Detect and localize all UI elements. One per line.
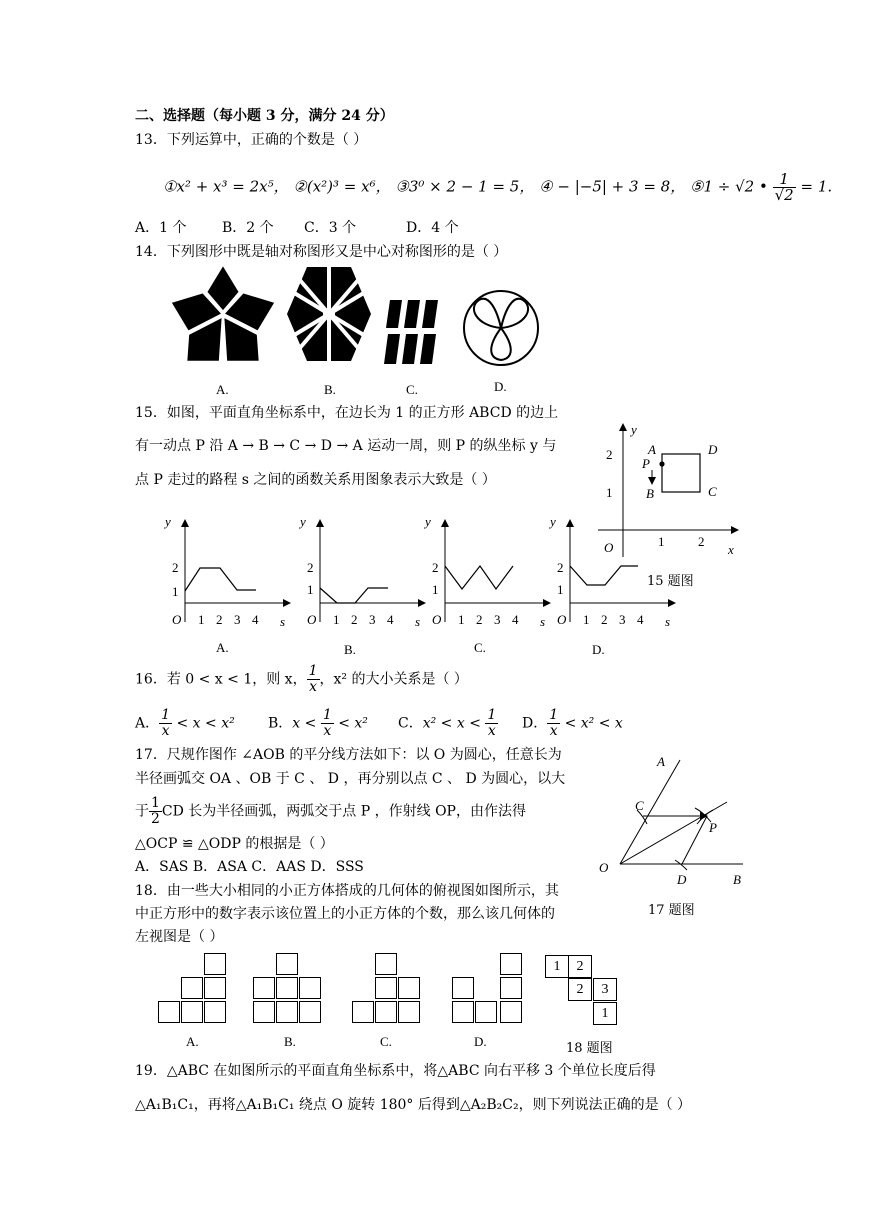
- q18-label-b: B.: [284, 1034, 296, 1049]
- q15-line-2: 有一动点 P 沿 A → B → C → D → A 运动一周，则 P 的纵坐标 y 与: [135, 438, 557, 454]
- cube-face: [276, 1001, 298, 1023]
- q14-shape-b: [285, 265, 373, 363]
- graph-tick-x2: 2: [601, 612, 608, 627]
- graph-tick-x1: 1: [198, 612, 205, 627]
- q15-graph-c: [420, 512, 560, 632]
- frac-numerator: 1: [773, 172, 796, 188]
- q17-line-1: 17．尺规作图作 ∠AOB 的平分线方法如下：以 O 为圆心，任意长为: [135, 747, 562, 763]
- cube-face: [500, 953, 522, 975]
- graph-axis-y: y: [550, 514, 556, 529]
- option-fraction: [321, 708, 334, 739]
- q13-item-5: ⑤1 ÷ √2 •: [690, 177, 773, 196]
- q17-figure: [595, 752, 755, 892]
- q17-point-a: A: [657, 754, 665, 769]
- option-label: D．: [522, 715, 548, 732]
- cube-face: [375, 977, 397, 999]
- q15-fig-axis-y: y: [631, 422, 637, 437]
- graph-origin: O: [432, 612, 442, 627]
- option-label: B．: [268, 715, 293, 732]
- q15-fig-point-a: A: [648, 442, 656, 457]
- q17-line-4: △OCP ≌ △ODP 的根据是（ ）: [135, 836, 334, 852]
- graph-tick-x2: 2: [476, 612, 483, 627]
- top-view-cell: 1: [593, 1002, 617, 1025]
- q19-line-1: 19．△ABC 在如图所示的平面直角坐标系中，将△ABC 向右平移 3 个单位长度后得: [135, 1063, 656, 1079]
- q14-shape-d: [457, 288, 545, 368]
- option-text: < x² < x: [560, 715, 623, 732]
- q18-line-3: 左视图是（ ）: [135, 929, 224, 945]
- frac-numerator: 1: [151, 795, 160, 811]
- q18-line-2: 中正方形中的数字表示该位置上的小正方体的个数，那么该几何体的: [135, 906, 555, 922]
- option-fraction: [547, 708, 560, 739]
- q15-fig-point-d: D: [708, 442, 718, 457]
- graph-tick-x4: 4: [252, 612, 259, 627]
- q17-line-2: 半径画弧交 OA 、OB 于 C 、 D ，再分别以点 C 、 D 为圆心，以大: [135, 771, 566, 787]
- frac-numerator: 1: [322, 707, 332, 723]
- q13-item-5-tail: = 1.: [800, 177, 833, 196]
- q17-fig-caption: 17 题图: [648, 903, 695, 918]
- graph-tick-x4: 4: [637, 612, 644, 627]
- graph-tick-x1: 1: [583, 612, 590, 627]
- graph-axis-y: y: [165, 514, 171, 529]
- q14-stem: 14．下列图形中既是轴对称图形又是中心对称图形的是（ ）: [135, 244, 508, 260]
- graph-origin: O: [307, 612, 317, 627]
- q18-line-1: 18．由一些大小相同的小正方体搭成的几何体的俯视图如图所示，其: [135, 883, 559, 899]
- frac-denominator: x: [309, 679, 317, 695]
- q15-label-b: B.: [344, 642, 356, 657]
- graph-tick-y2: 2: [557, 560, 564, 575]
- option-text: < x²: [333, 715, 368, 732]
- q15-label-d: D.: [592, 642, 605, 657]
- graph-tick-x1: 1: [333, 612, 340, 627]
- frac-numerator: 1: [487, 707, 497, 723]
- cube-face: [398, 977, 420, 999]
- graph-tick-x1: 1: [458, 612, 465, 627]
- q13-item-4: ④ − |−5| + 3 = 8，: [539, 177, 686, 196]
- graph-origin: O: [557, 612, 567, 627]
- cube-face: [276, 977, 298, 999]
- q17-line-3-pre: 于: [135, 803, 149, 820]
- q17-line-3-post: CD 长为半径画弧，两弧交于点 P ，作射线 OP，由作法得: [161, 803, 526, 820]
- q15-label-a: A.: [216, 640, 229, 655]
- option-label: A．: [135, 715, 160, 732]
- q15-graph-a: [160, 512, 300, 632]
- cube-face: [299, 977, 321, 999]
- cube-face: [398, 1001, 420, 1023]
- graph-tick-x2: 2: [351, 612, 358, 627]
- cube-face: [299, 1001, 321, 1023]
- frac-numerator: 1: [549, 707, 559, 723]
- q15-fig-tick-y1: 1: [606, 485, 613, 500]
- q13-item-1: ①x² + x³ = 2x⁵，: [163, 177, 289, 196]
- q18-label-d: D.: [474, 1034, 487, 1049]
- graph-tick-x4: 4: [387, 612, 394, 627]
- q14-label-c: C.: [406, 382, 418, 397]
- q13-items: [163, 172, 832, 203]
- section-heading: 二、选择题（每小题 3 分，满分 24 分）: [135, 108, 394, 124]
- q17-point-d: D: [677, 872, 687, 887]
- cube-face: [158, 1001, 180, 1023]
- q16-option-a: [135, 708, 235, 739]
- graph-tick-x3: 3: [234, 612, 241, 627]
- q13-option-b: B．2 个: [222, 220, 274, 236]
- q14-label-a: A.: [216, 382, 229, 397]
- frac-numerator: 1: [308, 663, 318, 679]
- cube-face: [452, 977, 474, 999]
- option-fraction: [159, 708, 172, 739]
- q14-label-d: D.: [494, 379, 507, 394]
- q15-fig-point-c: C: [708, 484, 717, 499]
- graph-tick-y2: 2: [432, 560, 439, 575]
- top-view-cell: 1: [545, 955, 569, 978]
- q15-fig-caption: 15 题图: [647, 574, 694, 589]
- q15-fig-tick-x1: 1: [658, 534, 665, 549]
- cube-face: [276, 953, 298, 975]
- graph-axis-x: s: [665, 614, 671, 629]
- cube-face: [204, 953, 226, 975]
- graph-tick-y1: 1: [557, 582, 564, 597]
- cube-face: [375, 953, 397, 975]
- cube-face: [500, 977, 522, 999]
- cube-face: [253, 1001, 275, 1023]
- q18-fig-caption: 18 题图: [566, 1041, 613, 1056]
- q14-shape-c: [384, 298, 448, 366]
- cube-face: [204, 1001, 226, 1023]
- frac-denominator: x: [161, 723, 170, 739]
- q13-option-a: A．1 个: [135, 220, 187, 236]
- option-text: x <: [292, 715, 321, 732]
- q13-stem: 13．下列运算中，正确的个数是（ ）: [135, 132, 368, 148]
- q14-label-b: B.: [324, 382, 336, 397]
- frac-denominator: x: [487, 723, 496, 739]
- q16-option-b: [268, 708, 368, 739]
- q15-fig-origin: O: [604, 540, 614, 555]
- frac-denominator: x: [549, 723, 558, 739]
- q18-label-c: C.: [380, 1034, 392, 1049]
- option-text: x² < x <: [422, 715, 486, 732]
- q17-point-b: B: [733, 872, 741, 887]
- option-text: < x < x²: [172, 715, 235, 732]
- q15-graph-b: [295, 512, 435, 632]
- q16-stem: [135, 664, 468, 695]
- graph-tick-y1: 1: [307, 582, 314, 597]
- q17-point-o: O: [599, 860, 609, 875]
- q16-option-d: [522, 708, 623, 739]
- q13-item-2: ②(x²)³ = x⁶，: [293, 177, 391, 196]
- q15-line-3: 点 P 走过的路程 s 之间的函数关系用图象表示大致是（ ）: [135, 472, 496, 488]
- q17-fraction: [149, 796, 162, 827]
- graph-tick-x3: 3: [494, 612, 501, 627]
- top-view-cell: 2: [568, 955, 592, 978]
- option-label: C．: [398, 715, 423, 732]
- q15-label-c: C.: [474, 640, 486, 655]
- top-view-cell: 2: [568, 978, 592, 1001]
- q17-point-c: C: [635, 798, 644, 813]
- cube-face: [181, 1001, 203, 1023]
- top-view-cell: 3: [593, 978, 617, 1001]
- graph-tick-x3: 3: [619, 612, 626, 627]
- q14-shape-a: [168, 262, 278, 364]
- q17-point-p: P: [709, 820, 717, 835]
- q17-line-3: [135, 796, 526, 827]
- graph-axis-y: y: [300, 514, 306, 529]
- option-fraction: [485, 708, 498, 739]
- graph-tick-x4: 4: [512, 612, 519, 627]
- graph-axis-x: s: [540, 614, 546, 629]
- q15-fig-point-b: B: [646, 486, 654, 501]
- cube-face: [204, 977, 226, 999]
- q15-graph-d: [545, 512, 685, 632]
- cube-face: [253, 977, 275, 999]
- graph-tick-y2: 2: [307, 560, 314, 575]
- cube-face: [375, 1001, 397, 1023]
- q15-line-1: 15．如图，平面直角坐标系中，在边长为 1 的正方形 ABCD 的边上: [135, 405, 559, 421]
- q13-item-5-fraction: [773, 172, 796, 203]
- q15-fig-tick-y2: 2: [606, 447, 613, 462]
- cube-face: [475, 1001, 497, 1023]
- q17-options: A．SAS B．ASA C．AAS D．SSS: [135, 859, 364, 875]
- graph-tick-y1: 1: [432, 582, 439, 597]
- q16-stem-post: ，x² 的大小关系是（ ）: [319, 671, 468, 688]
- cube-face: [452, 1001, 474, 1023]
- frac-numerator: 1: [161, 707, 171, 723]
- q15-fig-point-p: P: [642, 456, 650, 471]
- q13-option-d: D．4 个: [406, 220, 459, 236]
- graph-origin: O: [172, 612, 182, 627]
- graph-tick-x2: 2: [216, 612, 223, 627]
- graph-tick-y1: 1: [172, 584, 179, 599]
- graph-tick-x3: 3: [369, 612, 376, 627]
- q16-option-c: [398, 708, 498, 739]
- q13-option-c: C．3 个: [304, 220, 357, 236]
- graph-axis-x: s: [280, 614, 286, 629]
- q16-stem-fraction: [307, 664, 320, 695]
- frac-denominator: √2: [774, 186, 794, 204]
- q15-fig-axis-x: x: [728, 542, 734, 557]
- q15-fig-tick-x2: 2: [698, 534, 705, 549]
- q18-label-a: A.: [186, 1034, 199, 1049]
- q13-item-3: ③3⁰ × 2 − 1 = 5，: [395, 177, 535, 196]
- frac-denominator: 2: [151, 811, 160, 827]
- cube-face: [352, 1001, 374, 1023]
- cube-face: [500, 1001, 522, 1023]
- frac-denominator: x: [323, 723, 332, 739]
- graph-axis-y: y: [425, 514, 431, 529]
- q19-line-2: △A₁B₁C₁，再将△A₁B₁C₁ 绕点 O 旋转 180° 后得到△A₂B₂C₂，则下列说法正确的是（ ）: [135, 1097, 692, 1113]
- graph-axis-x: s: [415, 614, 421, 629]
- cube-face: [181, 977, 203, 999]
- graph-tick-y2: 2: [172, 560, 179, 575]
- q16-stem-pre: 16．若 0 < x < 1，则 x，: [135, 671, 307, 688]
